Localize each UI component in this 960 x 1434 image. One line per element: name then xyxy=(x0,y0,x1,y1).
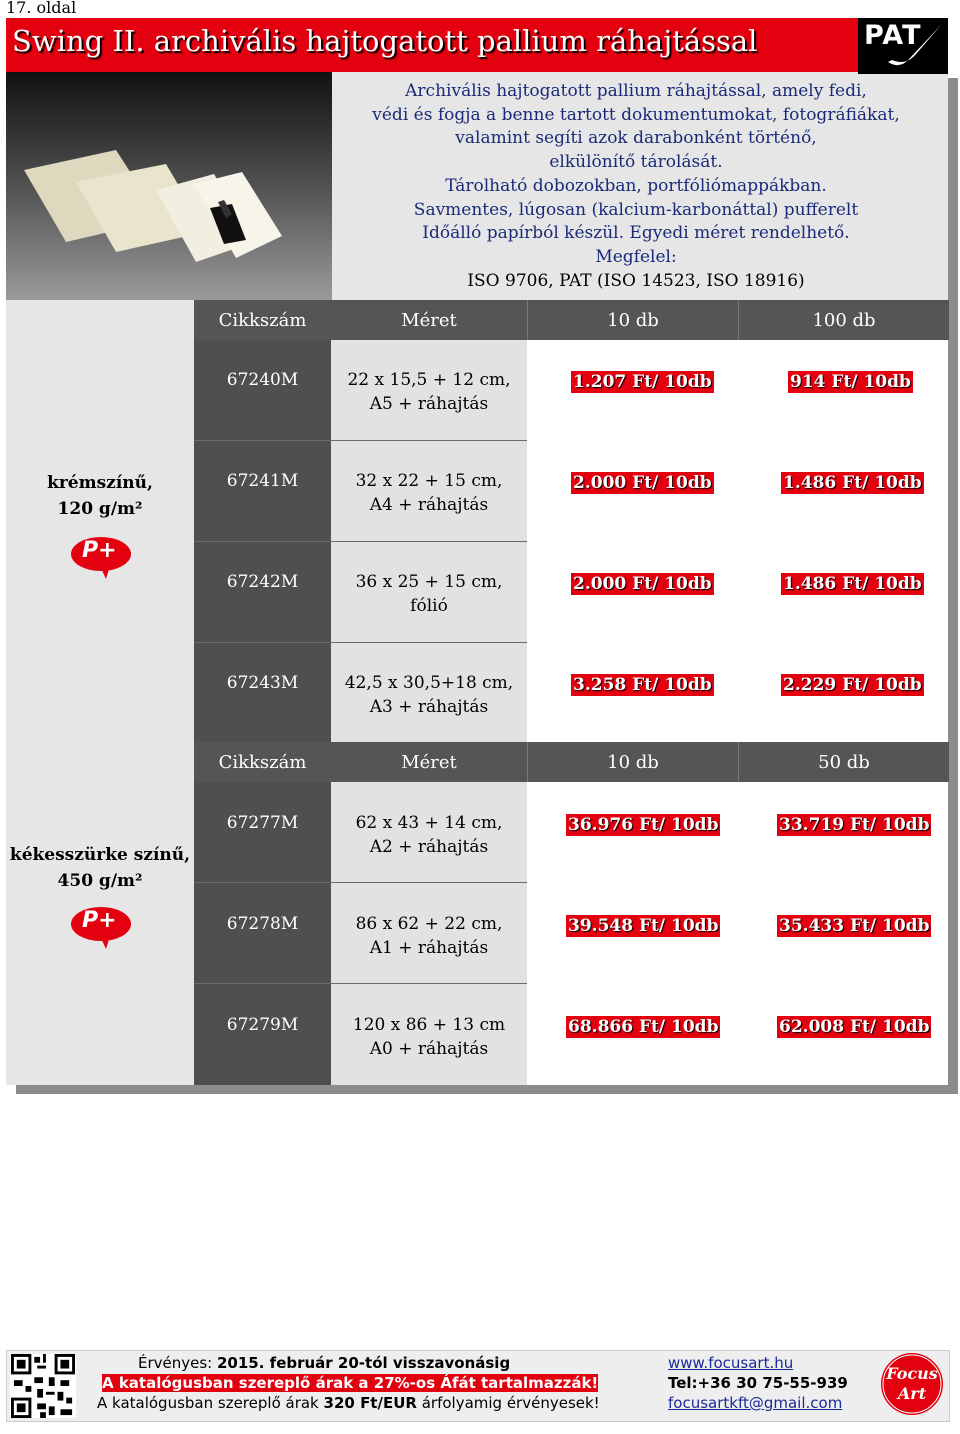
page-number: 17. oldal xyxy=(6,0,77,17)
price-10db: 36.976 Ft/ 10db xyxy=(568,815,719,835)
product-size: 120 x 86 + 13 cm A0 + ráhajtás xyxy=(352,1015,506,1059)
price-100db: 2.229 Ft/ 10db xyxy=(783,675,922,695)
column-header-code: Cikkszám xyxy=(194,742,331,782)
product-description xyxy=(332,80,940,293)
validity-note: Érvényes: 2015. február 20-tól visszavonásig xyxy=(138,1354,511,1372)
p-plus-badge-text: P+ xyxy=(82,538,117,563)
product-size: 36 x 25 + 15 cm, fólió xyxy=(355,572,503,616)
product-size: 22 x 15,5 + 12 cm, A5 + ráhajtás xyxy=(347,370,511,414)
variant-label: kékesszürke színű, 450 g/m² xyxy=(9,845,191,891)
price-10db: 1.207 Ft/ 10db xyxy=(573,372,712,392)
price-50db: 35.433 Ft/ 10db xyxy=(779,916,930,936)
pat-logo xyxy=(858,18,948,74)
product-code: 67241M xyxy=(226,471,299,491)
product-size: 86 x 62 + 22 cm, A1 + ráhajtás xyxy=(355,914,503,958)
page-title: Swing II. archivális hajtogatott pallium ráhajtással xyxy=(12,24,758,58)
column-header-size: Méret xyxy=(331,742,527,782)
price-10db: 3.258 Ft/ 10db xyxy=(573,675,712,695)
variant-label: krémszínű, 120 g/m² xyxy=(47,473,153,519)
phone-number: Tel:+36 30 75-55-939 xyxy=(668,1374,848,1392)
qr-code xyxy=(10,1354,76,1418)
price-10db: 39.548 Ft/ 10db xyxy=(568,916,719,936)
column-header-code: Cikkszám xyxy=(194,300,331,340)
product-code: 67242M xyxy=(226,572,299,592)
description-line: Időálló papírból készül. Egyedi méret rendelhető. xyxy=(422,223,850,244)
description-line: védi és fogja a benne tartott dokumentumokat, fotográfiákat, xyxy=(372,104,900,125)
description-standards: ISO 9706, PAT (ISO 14523, ISO 18916) xyxy=(467,270,805,291)
product-size: 42,5 x 30,5+18 cm, A3 + ráhajtás xyxy=(344,673,514,717)
column-header-price-100: 100 db xyxy=(738,300,949,340)
price-10db: 2.000 Ft/ 10db xyxy=(573,574,712,594)
description-line: Tárolható dobozokban, portfóliómappákban. xyxy=(445,175,827,196)
product-photo xyxy=(6,72,332,300)
product-code: 67279M xyxy=(226,1015,299,1035)
price-100db: 914 Ft/ 10db xyxy=(790,372,911,392)
product-code: 67240M xyxy=(226,370,299,390)
price-10db: 68.866 Ft/ 10db xyxy=(568,1017,719,1037)
column-header-price-10: 10 db xyxy=(527,742,738,782)
price-10db: 2.000 Ft/ 10db xyxy=(573,473,712,493)
product-code: 67243M xyxy=(226,673,299,693)
price-100db: 1.486 Ft/ 10db xyxy=(783,473,922,493)
description-line: Megfelel: xyxy=(595,246,677,267)
column-header-price-10: 10 db xyxy=(527,300,738,340)
p-plus-badge-text: P+ xyxy=(82,908,117,933)
product-code: 67277M xyxy=(226,813,299,833)
price-50db: 33.719 Ft/ 10db xyxy=(779,815,930,835)
focus-art-logo xyxy=(880,1352,944,1416)
description-line: Savmentes, lúgosan (kalcium-karbonáttal) pufferelt xyxy=(413,199,859,220)
column-header-price-50: 50 db xyxy=(738,742,949,782)
column-header-size: Méret xyxy=(331,300,527,340)
check-mark-icon xyxy=(858,18,948,74)
price-50db: 62.008 Ft/ 10db xyxy=(779,1017,930,1037)
product-size: 32 x 22 + 15 cm, A4 + ráhajtás xyxy=(355,471,503,515)
email-link[interactable]: focusartkft@gmail.com xyxy=(668,1394,843,1412)
product-size: 62 x 43 + 14 cm, A2 + ráhajtás xyxy=(355,813,503,857)
product-code: 67278M xyxy=(226,914,299,934)
p-plus-badge xyxy=(70,536,132,584)
description-line: valamint segíti azok darabonként történő, xyxy=(455,128,817,149)
logo-text: Art xyxy=(897,1384,927,1403)
description-line: Archivális hajtogatott pallium ráhajtással, amely fedi, xyxy=(405,81,867,101)
website-link[interactable]: www.focusart.hu xyxy=(668,1354,794,1372)
logo-text: Focus xyxy=(886,1364,938,1383)
pat-logo-text: PAT xyxy=(864,20,922,51)
vat-note: A katalógusban szereplő árak a 27%-os Áfát tartalmazzák! xyxy=(102,1374,599,1392)
exchange-rate-note: A katalógusban szereplő árak 320 Ft/EUR árfolyamig érvényesek! xyxy=(97,1394,600,1412)
price-100db: 1.486 Ft/ 10db xyxy=(783,574,922,594)
description-line: elkülönítő tárolását. xyxy=(549,152,723,173)
p-plus-badge xyxy=(70,906,132,954)
